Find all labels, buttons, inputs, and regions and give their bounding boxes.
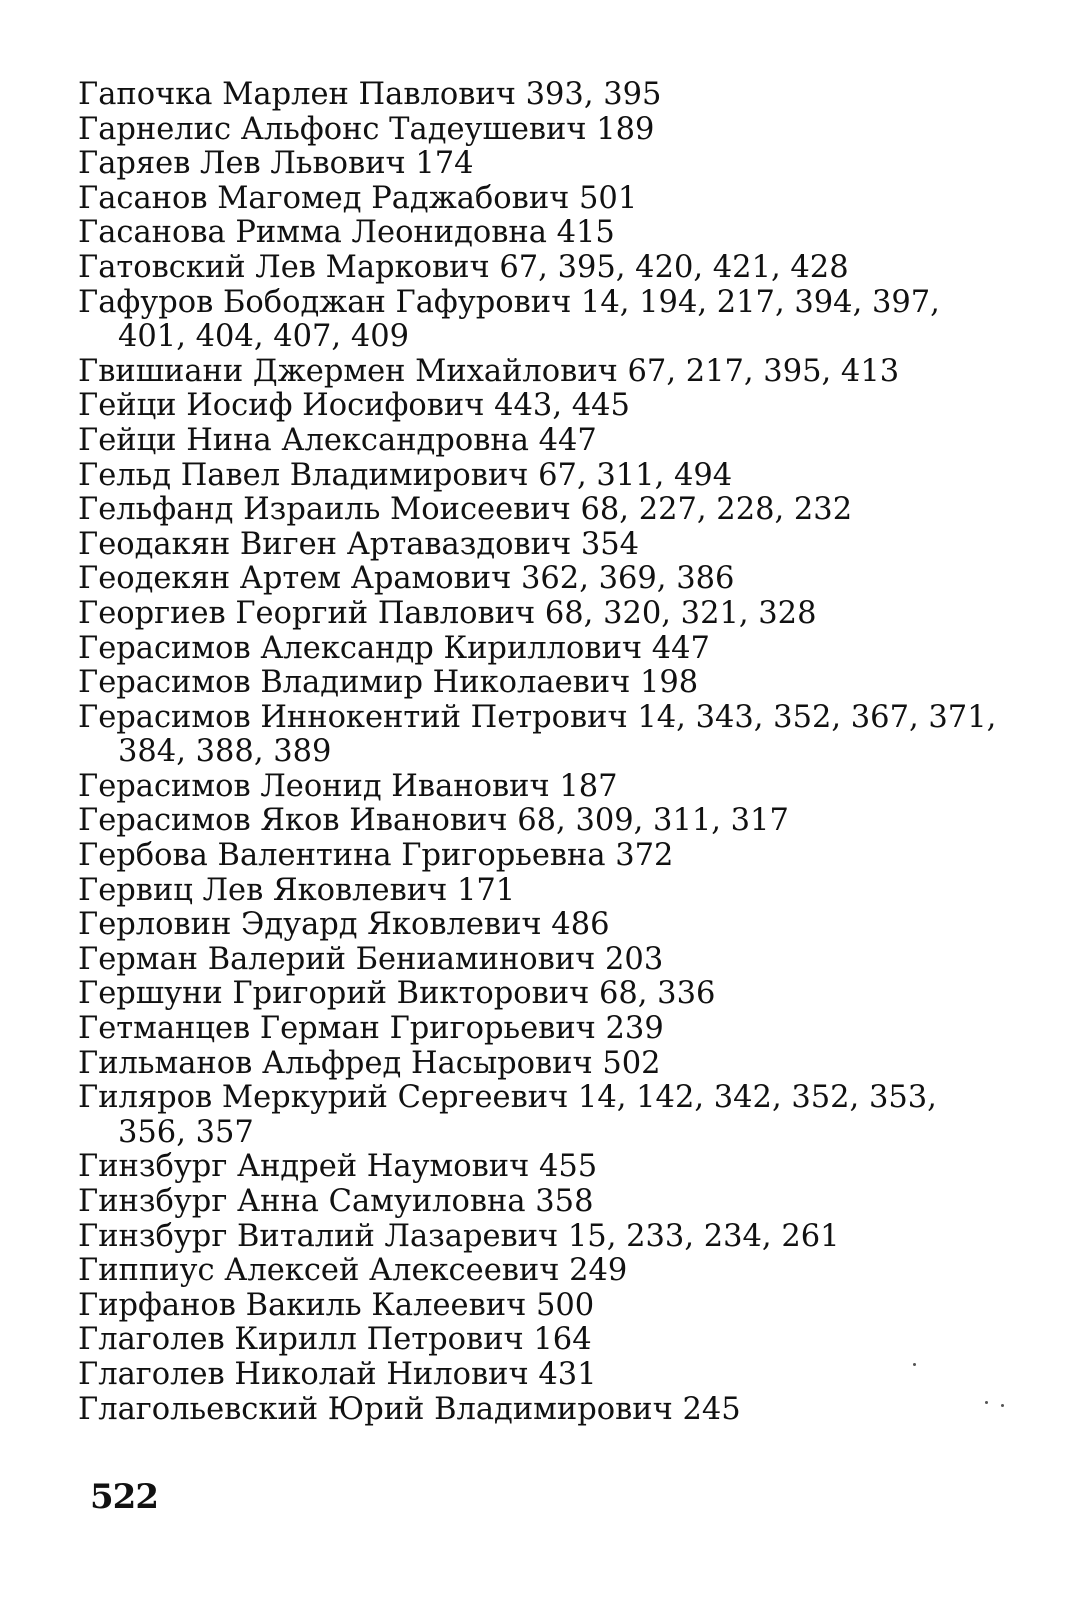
- index-entry-text: Гиппиус Алексей Алексеевич 249: [78, 1254, 628, 1289]
- index-entry: [78, 1047, 1043, 1082]
- index-entry: [78, 1323, 1043, 1358]
- index-entry-text: Гельфанд Израиль Моисеевич 68, 227, 228, 232: [78, 493, 853, 528]
- index-entry: [78, 251, 1043, 286]
- index-entry: [78, 424, 1043, 459]
- index-entry-text: Гвишиани Джермен Михайлович 67, 217, 395, 413: [78, 354, 900, 389]
- index-entry-text: Гиляров Меркурий Сергеевич 14, 142, 342, 352, 353,: [78, 1081, 937, 1116]
- index-entry: [78, 147, 1043, 182]
- index-entry: [78, 804, 1043, 839]
- index-entry-text: Геодекян Артем Арамович 362, 369, 386: [78, 562, 735, 597]
- index-entry-text: Глаголев Николай Нилович 431: [78, 1357, 597, 1392]
- index-entry: [78, 1393, 1043, 1428]
- index-entry: [78, 1358, 1043, 1393]
- index-entry-text: Гасанова Римма Леонидовна 415: [78, 216, 615, 251]
- index-entry-text: Гельд Павел Владимирович 67, 311, 494: [78, 458, 733, 493]
- index-entry-text: Гервиц Лев Яковлевич 171: [78, 873, 516, 908]
- index-entry-continuation: 356, 357: [118, 1114, 254, 1150]
- index-entry-text: Герасимов Леонид Иванович 187: [78, 769, 618, 804]
- print-speck: [985, 1401, 988, 1404]
- index-entry: [78, 1012, 1043, 1047]
- index-entry-text: Гатовский Лев Маркович 67, 395, 420, 421, 428: [78, 250, 849, 285]
- page-number: 522: [90, 1477, 158, 1517]
- index-entry-continuation: 384, 388, 389: [118, 734, 332, 770]
- index-entry-text: Гафуров Бободжан Гафурович 14, 194, 217, 394, 397,: [78, 285, 940, 320]
- index-entry: [78, 632, 1043, 667]
- index-entry: [78, 770, 1043, 805]
- index-entry: [78, 1081, 1043, 1150]
- index-entry: [78, 1150, 1043, 1185]
- index-entry-text: Гербова Валентина Григорьевна 372: [78, 839, 674, 874]
- index-entry-text: Герасимов Александр Кириллович 447: [78, 631, 710, 666]
- index-entry: [78, 355, 1043, 390]
- name-index-list: [78, 78, 1043, 1427]
- index-entry-text: Герасимов Владимир Николаевич 198: [78, 666, 699, 701]
- index-entry: [78, 389, 1043, 424]
- index-entry: [78, 216, 1043, 251]
- index-entry: [78, 286, 1043, 355]
- index-entry: [78, 874, 1043, 909]
- index-entry-text: Герловин Эдуард Яковлевич 486: [78, 908, 610, 943]
- index-entry-text: Гапочка Марлен Павлович 393, 395: [78, 78, 662, 112]
- index-entry: [78, 493, 1043, 528]
- index-entry-text: Гильманов Альфред Насырович 502: [78, 1046, 661, 1081]
- index-entry: [78, 562, 1043, 597]
- index-entry-text: Глаголев Кирилл Петрович 164: [78, 1323, 592, 1358]
- print-speck: [1001, 1404, 1004, 1407]
- index-entry: [78, 1220, 1043, 1255]
- index-entry: [78, 701, 1043, 770]
- index-entry: [78, 666, 1043, 701]
- index-entry-text: Гаряев Лев Львович 174: [78, 147, 474, 182]
- index-entry: [78, 1185, 1043, 1220]
- index-entry: [78, 528, 1043, 563]
- print-speck: [913, 1363, 916, 1366]
- index-entry: [78, 113, 1043, 148]
- index-entry: [78, 1289, 1043, 1324]
- index-entry: [78, 908, 1043, 943]
- index-entry: [78, 1254, 1043, 1289]
- index-entry: [78, 943, 1043, 978]
- index-entry: [78, 977, 1043, 1012]
- index-entry-text: Герман Валерий Бениаминович 203: [78, 942, 664, 977]
- index-entry-text: Глагольевский Юрий Владимирович 245: [78, 1392, 741, 1427]
- index-entry: [78, 182, 1043, 217]
- index-entry-text: Герасимов Иннокентий Петрович 14, 343, 352, 367, 371,: [78, 700, 997, 735]
- index-entry: [78, 78, 1043, 113]
- index-entry: [78, 597, 1043, 632]
- index-entry-text: Гейци Иосиф Иосифович 443, 445: [78, 389, 630, 424]
- index-entry-text: Гинзбург Андрей Наумович 455: [78, 1150, 598, 1185]
- index-entry-text: Гирфанов Вакиль Калеевич 500: [78, 1288, 595, 1323]
- index-entry-text: Гейци Нина Александровна 447: [78, 423, 597, 458]
- index-entry-text: Гарнелис Альфонс Тадеушевич 189: [78, 112, 655, 147]
- index-entry: [78, 459, 1043, 494]
- index-entry-text: Гетманцев Герман Григорьевич 239: [78, 1012, 664, 1047]
- index-entry-text: Гинзбург Анна Самуиловна 358: [78, 1185, 594, 1219]
- index-entry-text: Гершуни Григорий Викторович 68, 336: [78, 977, 716, 1012]
- index-entry-text: Георгиев Георгий Павлович 68, 320, 321, 328: [78, 596, 817, 631]
- index-entry: [78, 839, 1043, 874]
- index-entry-text: Гинзбург Виталий Лазаревич 15, 233, 234, 261: [78, 1219, 840, 1254]
- index-entry-text: Герасимов Яков Иванович 68, 309, 311, 317: [78, 804, 789, 839]
- index-entry-text: Гасанов Магомед Раджабович 501: [78, 181, 638, 216]
- index-entry-continuation: 401, 404, 407, 409: [118, 319, 410, 355]
- index-entry-text: Геодакян Виген Артаваздович 354: [78, 527, 640, 562]
